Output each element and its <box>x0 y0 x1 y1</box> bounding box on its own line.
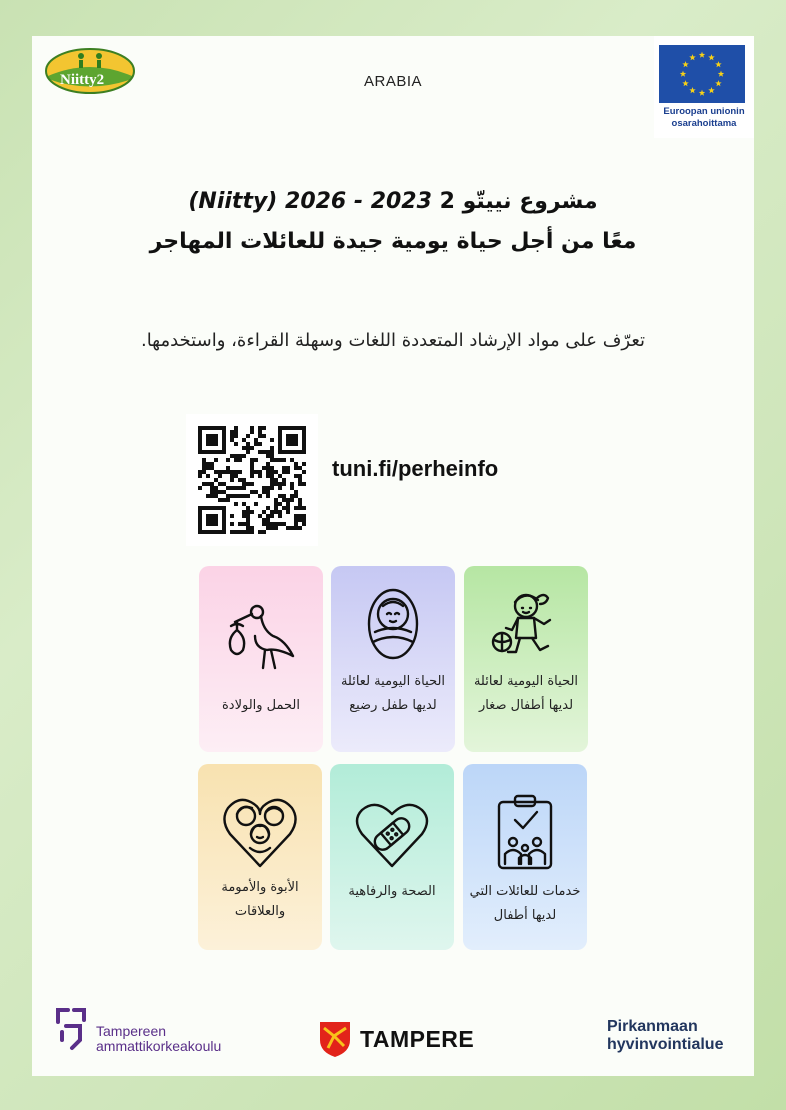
child-playing-ball-icon <box>486 584 566 664</box>
poster-page <box>32 36 754 1076</box>
heart-bandage-icon <box>352 794 432 874</box>
perheinfo-link[interactable]: tuni.fi/perheinfo <box>332 456 499 481</box>
eu-flag-icon <box>659 45 745 103</box>
swaddled-baby-icon <box>353 584 433 664</box>
eu-funding-badge <box>654 36 754 138</box>
eu-text-line2: osarahoittama <box>671 118 737 129</box>
card-pregnancy[interactable] <box>199 566 323 752</box>
card-small-children[interactable] <box>464 566 588 752</box>
niitty-logo-text: Niitty2 <box>60 72 105 88</box>
card-parenting[interactable] <box>198 764 322 950</box>
card-health[interactable] <box>330 764 454 950</box>
card-label: الحمل والولادة <box>221 698 301 713</box>
title-line1-arabic: مشروع نييتّو 2 <box>439 189 598 214</box>
title-line1 <box>32 182 754 222</box>
pirkanmaan-logo <box>607 1018 723 1054</box>
intro-text: تعرّف على مواد الإرشاد المتعددة اللغات وسهلة القراءة، واستخدمها. <box>140 330 646 351</box>
family-heart-icon <box>220 790 300 870</box>
title-line2: معًا من أجل حياة يومية جيدة للعائلات المهاجر <box>149 229 637 254</box>
tamk-line2: ammattikorkeakoulu <box>96 1038 222 1054</box>
card-baby[interactable] <box>331 566 455 752</box>
qr-code-icon <box>198 426 306 534</box>
tamk-name <box>96 1024 221 1054</box>
family-checklist-icon <box>485 792 565 872</box>
card-label: الأبوة والأمومة والعلاقات <box>221 880 299 919</box>
stork-icon <box>221 596 301 676</box>
card-family-services[interactable] <box>463 764 587 950</box>
tampere-logo <box>318 1020 478 1060</box>
card-label: خدمات للعائلات التي لديها أطفال <box>469 884 581 923</box>
eu-funding-text <box>654 106 754 130</box>
card-label: الحياة اليومية لعائلة لديها أطفال صغار <box>473 674 579 713</box>
qr-code[interactable] <box>186 414 318 546</box>
tamk-line1: Tampereen <box>96 1023 167 1039</box>
tampere-coat-of-arms-icon <box>318 1020 352 1058</box>
eu-text-line1: Euroopan unionin <box>663 106 745 117</box>
tamk-symbol-icon <box>54 1002 92 1052</box>
pirk-line1: Pirkanmaan <box>607 1018 698 1035</box>
language-label: ARABIA <box>363 73 423 90</box>
tampere-name: TAMPERE <box>360 1026 475 1052</box>
page-title <box>32 182 754 262</box>
card-label: الصحة والرفاهية <box>348 884 436 899</box>
card-label: الحياة اليومية لعائلة لديها طفل رضيع <box>340 674 446 713</box>
pirk-line2: hyvinvointialue <box>607 1036 724 1053</box>
title-line1-years: (Niitty) 2026 - 2023 <box>188 189 432 214</box>
tamk-logo <box>54 1002 234 1052</box>
